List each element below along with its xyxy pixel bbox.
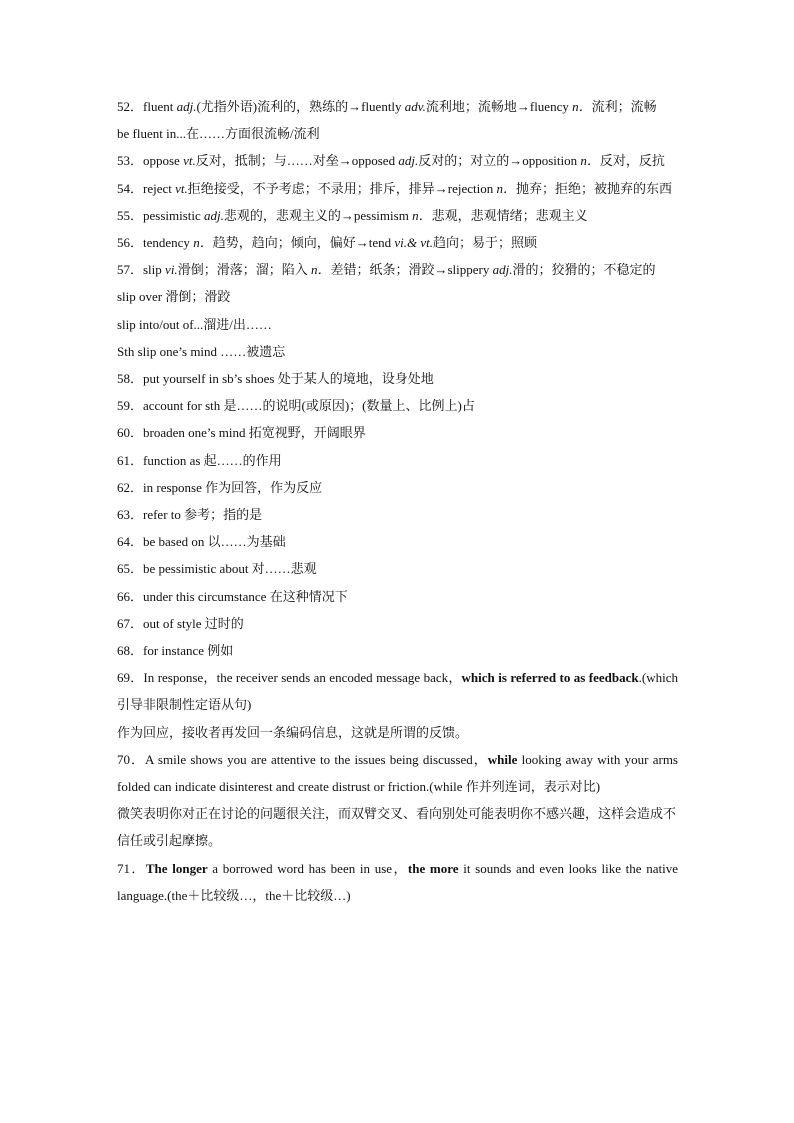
sentence-text: 69．In response，the receiver sends an encoded message back， (117, 670, 462, 686)
entry-66: 66．under this circumstance 在这种情况下 (117, 588, 348, 604)
entry-text: 反对，抵制；与……对垒→opposed (195, 153, 399, 169)
entry-58: 58．put yourself in sb’s shoes 处于某人的境地，设身处地 (117, 371, 434, 387)
entry-text: 抛弃；拒绝；被抛弃的东西 (516, 180, 673, 196)
entry-text: 悲观，悲观情绪；悲观主义 (431, 207, 588, 223)
part-of-speech: n． (572, 99, 592, 114)
entry-57-phrase-1: slip over 滑倒；滑跤 (117, 289, 231, 305)
entry-text: 差错；纸条；滑跤→slippery (330, 262, 493, 278)
part-of-speech: adj. (398, 153, 419, 169)
entry-60: 60．broaden one’s mind 拓宽视野，开阔眼界 (117, 425, 366, 441)
sentence-text: 71． (117, 860, 146, 876)
entry-text: 55．pessimistic (117, 207, 205, 223)
entry-61: 61．function as 起……的作用 (117, 452, 282, 468)
entry-text: 拒绝接受，不予考虑；不录用；排斥，排异→rejection (187, 180, 497, 196)
entry-53 (117, 147, 678, 174)
part-of-speech: n． (310, 262, 331, 278)
part-of-speech: vi.& vt. (394, 235, 433, 251)
entry-56 (117, 229, 678, 256)
entry-57-phrase-2: slip into/out of...溜进/出…… (117, 316, 272, 332)
entry-text: 53．oppose (117, 153, 184, 169)
entry-54 (117, 175, 678, 202)
entry-text: 反对，反抗 (599, 153, 665, 169)
sentence-text: it sounds and even looks like the native language.(the＋比较级…，the＋比较级…) (117, 860, 678, 903)
part-of-speech: vi. (165, 262, 178, 278)
sentence-text: 70．A smile shows you are attentive to the issues being discussed， (117, 751, 488, 767)
entry-55 (117, 202, 678, 229)
entry-59: 59．account for sth 是……的说明(或原因)；(数量上、比例上)占 (117, 398, 475, 414)
sentence-text: looking away with your arms folded can indicate disinterest and create distrust or friction.(while 作并列连词，表示对比) (117, 751, 678, 795)
part-of-speech: adj. (492, 262, 513, 278)
part-of-speech: n． (496, 180, 517, 196)
part-of-speech: n． (412, 207, 432, 223)
entry-69-translation: 作为回应，接收者再发回一条编码信息，这就是所谓的反馈。 (117, 724, 469, 740)
sentence-highlight: the more (407, 860, 459, 876)
part-of-speech: adj. (204, 207, 224, 223)
part-of-speech: vt. (175, 180, 188, 196)
sentence-highlight: The longer (145, 860, 208, 876)
entry-52 (117, 93, 678, 120)
entry-52-phrase: be fluent in...在……方面很流畅/流利 (117, 126, 320, 142)
part-of-speech: adv. (404, 99, 426, 114)
entry-62: 62．in response 作为回答，作为反应 (117, 479, 323, 495)
entry-70 (117, 746, 678, 800)
part-of-speech: n． (580, 153, 600, 169)
sentence-text: a borrowed word has been in use， (207, 860, 408, 876)
entry-text: 悲观的，悲观主义的→pessimism (223, 207, 413, 223)
entry-text: 57．slip (117, 262, 166, 278)
entry-text: 流利地；流畅地→fluency (425, 99, 573, 114)
entry-69 (117, 664, 678, 718)
sentence-highlight: which is referred to as feedback (461, 670, 639, 686)
entry-text: 趋向；易于；照顾 (432, 235, 537, 251)
part-of-speech: adj. (176, 99, 197, 114)
entry-67: 67．out of style 过时的 (117, 615, 244, 631)
entry-text: 滑的；狡猾的；不稳定的 (512, 262, 656, 278)
entry-68: 68．for instance 例如 (117, 643, 234, 659)
entry-text: 52．fluent (117, 99, 177, 114)
entry-text: 54．reject (117, 180, 176, 196)
entry-text: 56．tendency (117, 235, 194, 251)
entry-65: 65．be pessimistic about 对……悲观 (117, 561, 317, 577)
vocabulary-list (117, 93, 678, 909)
entry-text: 反对的；对立的→opposition (418, 153, 581, 169)
entry-text: 滑倒；滑落；溜；陷入 (177, 262, 311, 278)
part-of-speech: vt. (183, 153, 196, 169)
entry-text: 趋势，趋向；倾向，偏好→tend (212, 235, 395, 251)
entry-70-translation: 微笑表明你对正在讨论的问题很关注，而双臂交叉、看向别处可能表明你不感兴趣，这样会造成不信任或引起摩擦。 (117, 806, 677, 849)
part-of-speech: n． (193, 235, 213, 251)
entry-57 (117, 256, 678, 283)
entry-71 (117, 855, 678, 909)
entry-64: 64．be based on 以……为基础 (117, 534, 286, 550)
sentence-text: .(which 引导非限制性定语从句) (117, 670, 678, 713)
entry-text: (尤指外语)流利的，熟练的→fluently (196, 99, 405, 114)
sentence-highlight: while (487, 751, 518, 767)
entry-text: 流利；流畅 (591, 99, 657, 114)
entry-57-phrase-3: Sth slip one’s mind ……被遗忘 (117, 343, 286, 359)
entry-63: 63．refer to 参考；指的是 (117, 507, 263, 523)
